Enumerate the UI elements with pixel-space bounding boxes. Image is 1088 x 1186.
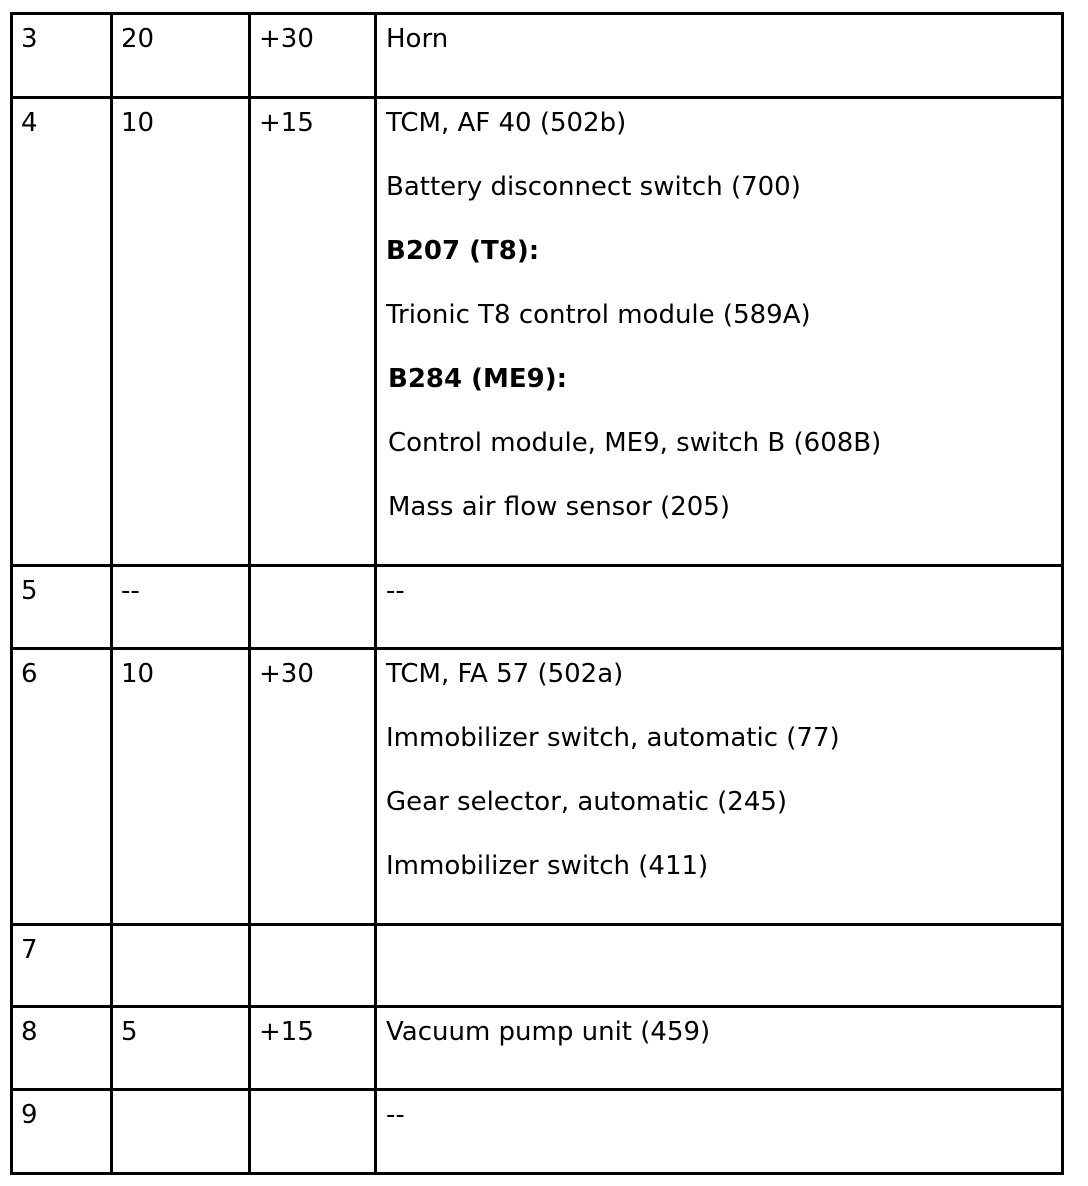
table-row [12, 14, 1063, 98]
amperage-cell: 5 [112, 1007, 250, 1090]
fuse-number-cell: 8 [12, 1007, 112, 1090]
table-row [12, 566, 1063, 649]
amperage-cell: 20 [112, 14, 250, 98]
description-line: Horn [386, 24, 449, 54]
description-cell [376, 98, 1063, 566]
description-line: Control module, ME9, switch B (608B) [388, 428, 882, 458]
description-cell [376, 925, 1063, 1007]
table-row [12, 1090, 1063, 1174]
table-row [12, 925, 1063, 1007]
description-line: Mass air flow sensor (205) [388, 492, 730, 522]
amperage-cell: 10 [112, 98, 250, 566]
description-cell [376, 649, 1063, 925]
description-cell [376, 1007, 1063, 1090]
description-line: Battery disconnect switch (700) [386, 172, 801, 202]
description-cell [376, 14, 1063, 98]
description-line: -- [386, 576, 405, 606]
table-row [12, 98, 1063, 566]
fuse-number-cell: 7 [12, 925, 112, 1007]
description-line: Immobilizer switch (411) [386, 851, 709, 881]
engine-variant-heading: B207 (T8): [386, 236, 540, 266]
amperage-cell [112, 1090, 250, 1174]
amperage-cell: 10 [112, 649, 250, 925]
table-row [12, 649, 1063, 925]
feed-cell [250, 1090, 376, 1174]
fuse-table [10, 12, 1064, 1175]
feed-cell: +15 [250, 1007, 376, 1090]
description-line: Trionic T8 control module (589A) [386, 300, 811, 330]
description-line: TCM, AF 40 (502b) [386, 108, 627, 138]
description-line: Gear selector, automatic (245) [386, 787, 788, 817]
fuse-number-cell: 4 [12, 98, 112, 566]
description-cell [376, 566, 1063, 649]
description-line: -- [386, 1100, 405, 1130]
feed-cell: +30 [250, 649, 376, 925]
amperage-cell: -- [112, 566, 250, 649]
feed-cell [250, 566, 376, 649]
description-line: Vacuum pump unit (459) [386, 1017, 711, 1047]
description-line: Immobilizer switch, automatic (77) [386, 723, 840, 753]
feed-cell: +30 [250, 14, 376, 98]
fuse-table-body [12, 14, 1063, 1174]
fuse-number-cell: 6 [12, 649, 112, 925]
fuse-number-cell: 5 [12, 566, 112, 649]
fuse-number-cell: 9 [12, 1090, 112, 1174]
table-row [12, 1007, 1063, 1090]
fuse-number-cell: 3 [12, 14, 112, 98]
feed-cell: +15 [250, 98, 376, 566]
description-line: TCM, FA 57 (502a) [386, 659, 624, 689]
description-cell [376, 1090, 1063, 1174]
feed-cell [250, 925, 376, 1007]
engine-variant-heading: B284 (ME9): [388, 364, 568, 394]
amperage-cell [112, 925, 250, 1007]
